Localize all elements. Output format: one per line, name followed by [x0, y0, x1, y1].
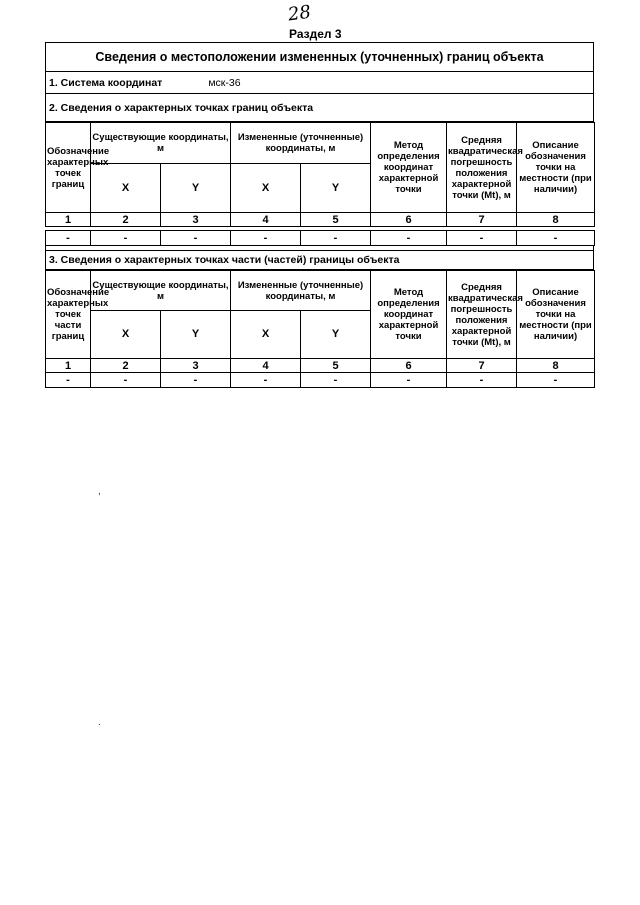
table-cell: -: [517, 373, 595, 388]
section3-heading: 3. Сведения о характерных точках части (частей) границы объекта: [45, 250, 594, 270]
col-number: 8: [517, 359, 595, 373]
existing-x-header: X: [91, 164, 161, 213]
page-number: 28: [286, 1, 313, 26]
col-number: 3: [161, 213, 231, 227]
scan-mark: ,: [98, 486, 101, 497]
section3-table: [45, 270, 595, 388]
existing-coords-header: Существующие координаты, м: [91, 123, 231, 164]
table-cell: -: [231, 231, 301, 246]
section2-table: [45, 122, 595, 246]
col-number: 5: [301, 213, 371, 227]
existing-y-header: Y: [161, 311, 231, 359]
scan-mark: .: [98, 717, 101, 728]
table-cell: -: [517, 231, 595, 246]
table-cell: -: [301, 373, 371, 388]
section2-heading: 2. Сведения о характерных точках границ объекта: [45, 94, 594, 122]
table-cell: -: [231, 373, 301, 388]
existing-y-header: Y: [161, 164, 231, 213]
changed-x-header: X: [231, 311, 301, 359]
coord-system-value: мск-36: [208, 76, 241, 89]
column-numbers-row: [46, 359, 595, 373]
col-number: 4: [231, 359, 301, 373]
coord-system-label: 1. Система координат: [49, 76, 163, 89]
col-number: 1: [46, 359, 91, 373]
column-numbers-row: [46, 213, 595, 227]
table-cell: -: [447, 231, 517, 246]
table-cell: -: [371, 373, 447, 388]
existing-x-header: X: [91, 311, 161, 359]
table-cell: -: [161, 373, 231, 388]
changed-y-header: Y: [301, 311, 371, 359]
col-number: 2: [91, 213, 161, 227]
document-frame: [45, 42, 594, 388]
method-header: Метод определения координат характерной точки: [371, 271, 447, 359]
table-cell: -: [371, 231, 447, 246]
table-cell: -: [46, 231, 91, 246]
changed-y-header: Y: [301, 164, 371, 213]
col-number: 5: [301, 359, 371, 373]
table-row: [46, 373, 595, 388]
existing-coords-header: Существующие координаты, м: [91, 271, 231, 311]
changed-coords-header: Измененные (уточненные) координаты, м: [231, 123, 371, 164]
table-cell: -: [91, 373, 161, 388]
table-cell: -: [91, 231, 161, 246]
table-cell: -: [46, 373, 91, 388]
col-number: 1: [46, 213, 91, 227]
document-title: Сведения о местоположении измененных (уточненных) границ объекта: [45, 42, 594, 72]
table-cell: -: [161, 231, 231, 246]
table-cell: -: [447, 373, 517, 388]
section-label: Раздел 3: [289, 27, 342, 41]
changed-x-header: X: [231, 164, 301, 213]
changed-coords-header: Измененные (уточненные) координаты, м: [231, 271, 371, 311]
error-header: Средняя квадратическая погрешность положения характерной точки (Mt), м: [447, 271, 517, 359]
col-number: 4: [231, 213, 301, 227]
col-number: 6: [371, 213, 447, 227]
col-number: 6: [371, 359, 447, 373]
description-header: Описание обозначения точки на местности (при наличии): [517, 271, 595, 359]
error-header: Средняя квадратическая погрешность положения характерной точки (Mt), м: [447, 123, 517, 213]
table-cell: -: [301, 231, 371, 246]
table-row: [46, 231, 595, 246]
method-header: Метод определения координат характерной точки: [371, 123, 447, 213]
col-point-label-header: Обозначение характерных точек части границ: [46, 271, 91, 359]
col-point-label-header: Обозначение характерных точек границ: [46, 123, 91, 213]
col-number: 7: [447, 213, 517, 227]
col-number: 7: [447, 359, 517, 373]
col-number: 8: [517, 213, 595, 227]
description-header: Описание обозначения точки на местности (при наличии): [517, 123, 595, 213]
col-number: 2: [91, 359, 161, 373]
col-number: 3: [161, 359, 231, 373]
coord-system-row: [45, 72, 594, 94]
